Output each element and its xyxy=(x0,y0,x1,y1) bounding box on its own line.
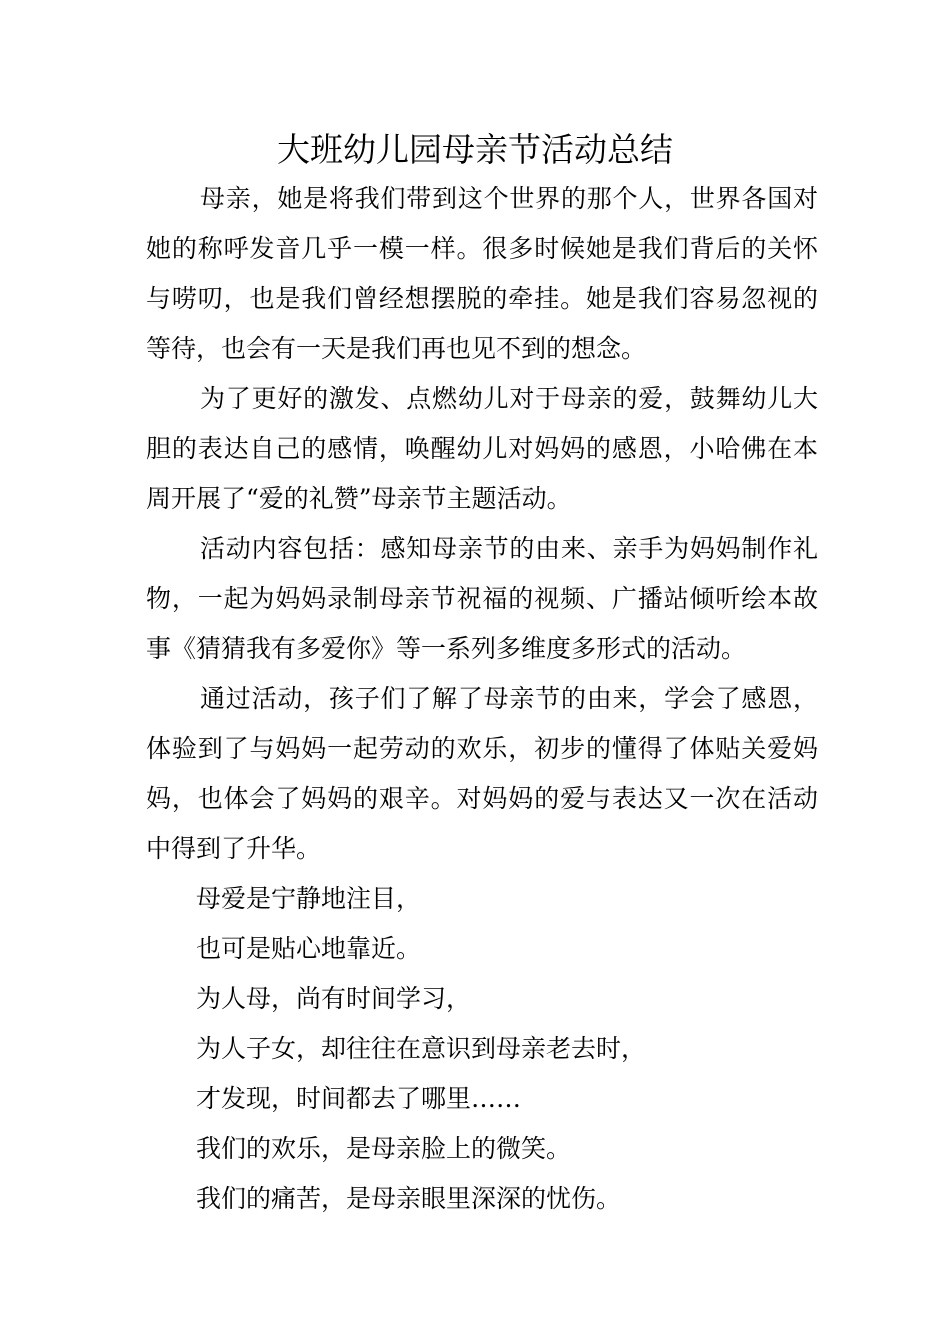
document-title: 大班幼儿园母亲节活动总结 xyxy=(277,130,673,169)
document-body xyxy=(146,174,818,1224)
poem-line: 为人母，尚有时间学习， xyxy=(196,984,472,1013)
poem-line: 才发现，时间都去了哪里…… xyxy=(196,1084,522,1113)
paragraph-outcome: 通过活动，孩子们了解了母亲节的由来，学会了感恩，体验到了与妈妈一起劳动的欢乐，初步的懂得了体贴关爱妈妈，也体会了妈妈的艰辛。对妈妈的爱与表达又一次在活动中得到了升华。 xyxy=(146,684,818,863)
paragraph-intro: 母亲，她是将我们带到这个世界的那个人，世界各国对她的称呼发音几乎一模一样。很多时候她是我们背后的关怀与唠叨，也是我们曾经想摆脱的牵挂。她是我们容易忽视的等待，也会有一天是我们再也见不到的想念。 xyxy=(146,184,818,363)
poem-line: 母爱是宁静地注目， xyxy=(196,884,422,913)
poem-line: 我们的欢乐，是母亲脸上的微笑。 xyxy=(196,1134,572,1163)
paragraph-purpose: 为了更好的激发、点燃幼儿对于母亲的爱，鼓舞幼儿大胆的表达自己的感情，唤醒幼儿对妈妈的感恩，小哈佛在本周开展了“爱的礼赞”母亲节主题活动。 xyxy=(146,384,818,513)
poem-line: 也可是贴心地靠近。 xyxy=(196,934,422,963)
poem-line: 我们的痛苦，是母亲眼里深深的忧伤。 xyxy=(196,1184,622,1213)
poem-block xyxy=(146,874,818,1224)
poem-line: 为人子女，却往往在意识到母亲老去时， xyxy=(196,1034,647,1063)
paragraph-activities: 活动内容包括：感知母亲节的由来、亲手为妈妈制作礼物，一起为妈妈录制母亲节祝福的视频、广播站倾听绘本故事《猜猜我有多爱你》等一系列多维度多形式的活动。 xyxy=(146,534,818,663)
